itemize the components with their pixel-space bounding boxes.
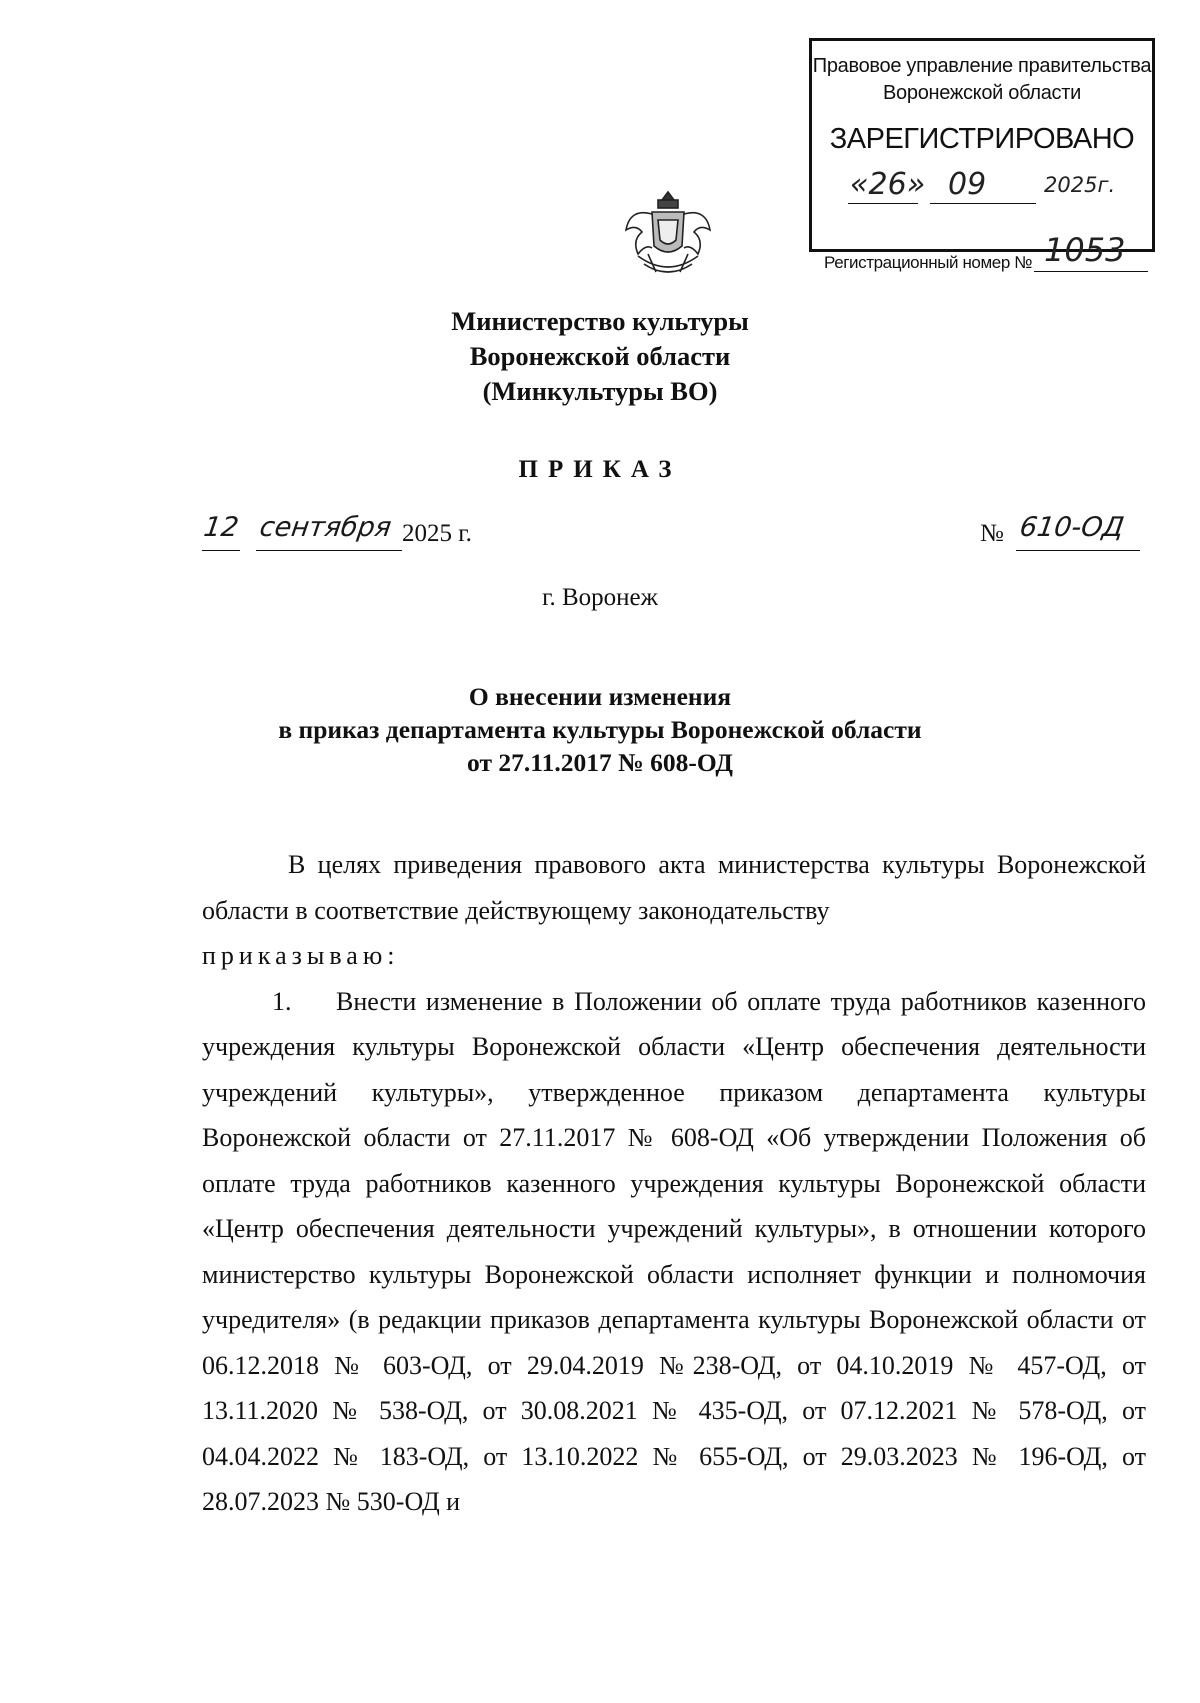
registration-stamp (809, 38, 1155, 272)
order-number-line (1016, 550, 1140, 551)
preamble: В целях приведения правового акта министерства культуры Воронежской области в соответствие действующему законодательству (202, 850, 1146, 925)
order-subject (0, 680, 1200, 779)
stamp-number-line (1034, 271, 1148, 272)
subject-line-1: О внесении изменения (468, 682, 732, 711)
coat-of-arms-emblem (618, 184, 718, 284)
order-month: сентября (257, 512, 394, 543)
subject-line-3: от 27.11.2017 № 608-ОД (467, 748, 733, 777)
order-day-line (202, 550, 240, 551)
stamp-month: 09 (948, 167, 987, 202)
item-1-text: Внести изменение в Положении об оплате труда работников казенного учреждения культуры Воронежской области «Центр обеспечения деятельности учреждений культуры», утвержденное приказом департамента культуры Воронежской области от 27.11.2017 № 608-ОД «Об утверждении Положения об оплате труда работников казенного учреждения культуры Воронежской области «Центр обеспечения деятельности учреждений культуры», в отношении которого министерство культуры Воронежской области исполняет функции и полномочия учредителя» (в редакции приказов департамента культуры Воронежской области от 06.12.2018 № 603-ОД, от 29.04.2019 №238-ОД, от 04.10.2019 № 457-ОД, от 13.11.2020 № 538-ОД, от 30.08.2021 № 435-ОД, от 07.12.2021 № 578-ОД, от 04.04.2022 № 183-ОД, от 13.10.2022 № 655-ОД, от 29.03.2023 № 196-ОД, от 28.07.2023 № 530-ОД и (202, 986, 1146, 1516)
order-item-1 (202, 979, 1146, 1525)
number-sign: № (980, 520, 1004, 547)
stamp-date (844, 169, 1144, 213)
item-1-number: 1. (272, 986, 292, 1016)
date-number-line (202, 512, 1146, 558)
ministry-line-1: Министерство культуры (451, 306, 749, 336)
stamp-month-line (930, 203, 1036, 204)
order-number: 610-ОД (1017, 512, 1126, 543)
stamp-day-line (848, 203, 918, 204)
stamp-organization (812, 53, 1152, 107)
stamp-number: 1053 (1044, 231, 1126, 269)
ministry-line-2: Воронежской области (469, 341, 731, 371)
order-month-line (256, 550, 402, 551)
ministry-name (0, 304, 1200, 409)
subject-line-2: в приказ департамента культуры Воронежской области (278, 715, 922, 744)
stamp-number-row (824, 231, 1148, 271)
order-year: 2025 г. (402, 520, 472, 547)
stamp-day: «26» (850, 167, 926, 202)
city: г. Воронеж (542, 584, 658, 611)
order-word: приказываю: (202, 941, 400, 970)
stamp-year: 2025г. (1044, 173, 1116, 197)
document-type: ПРИКАЗ (518, 456, 682, 483)
stamp-org-line-2: Воронежской области (883, 82, 1081, 104)
order-day: 12 (201, 512, 241, 543)
ministry-line-3: (Минкультуры ВО) (482, 376, 718, 406)
stamp-status: ЗАРЕГИСТРИРОВАНО (829, 123, 1135, 155)
stamp-number-label: Регистрационный номер № (824, 253, 1033, 272)
stamp-org-line-1: Правовое управление правительства (812, 55, 1152, 77)
order-body (202, 842, 1146, 1525)
